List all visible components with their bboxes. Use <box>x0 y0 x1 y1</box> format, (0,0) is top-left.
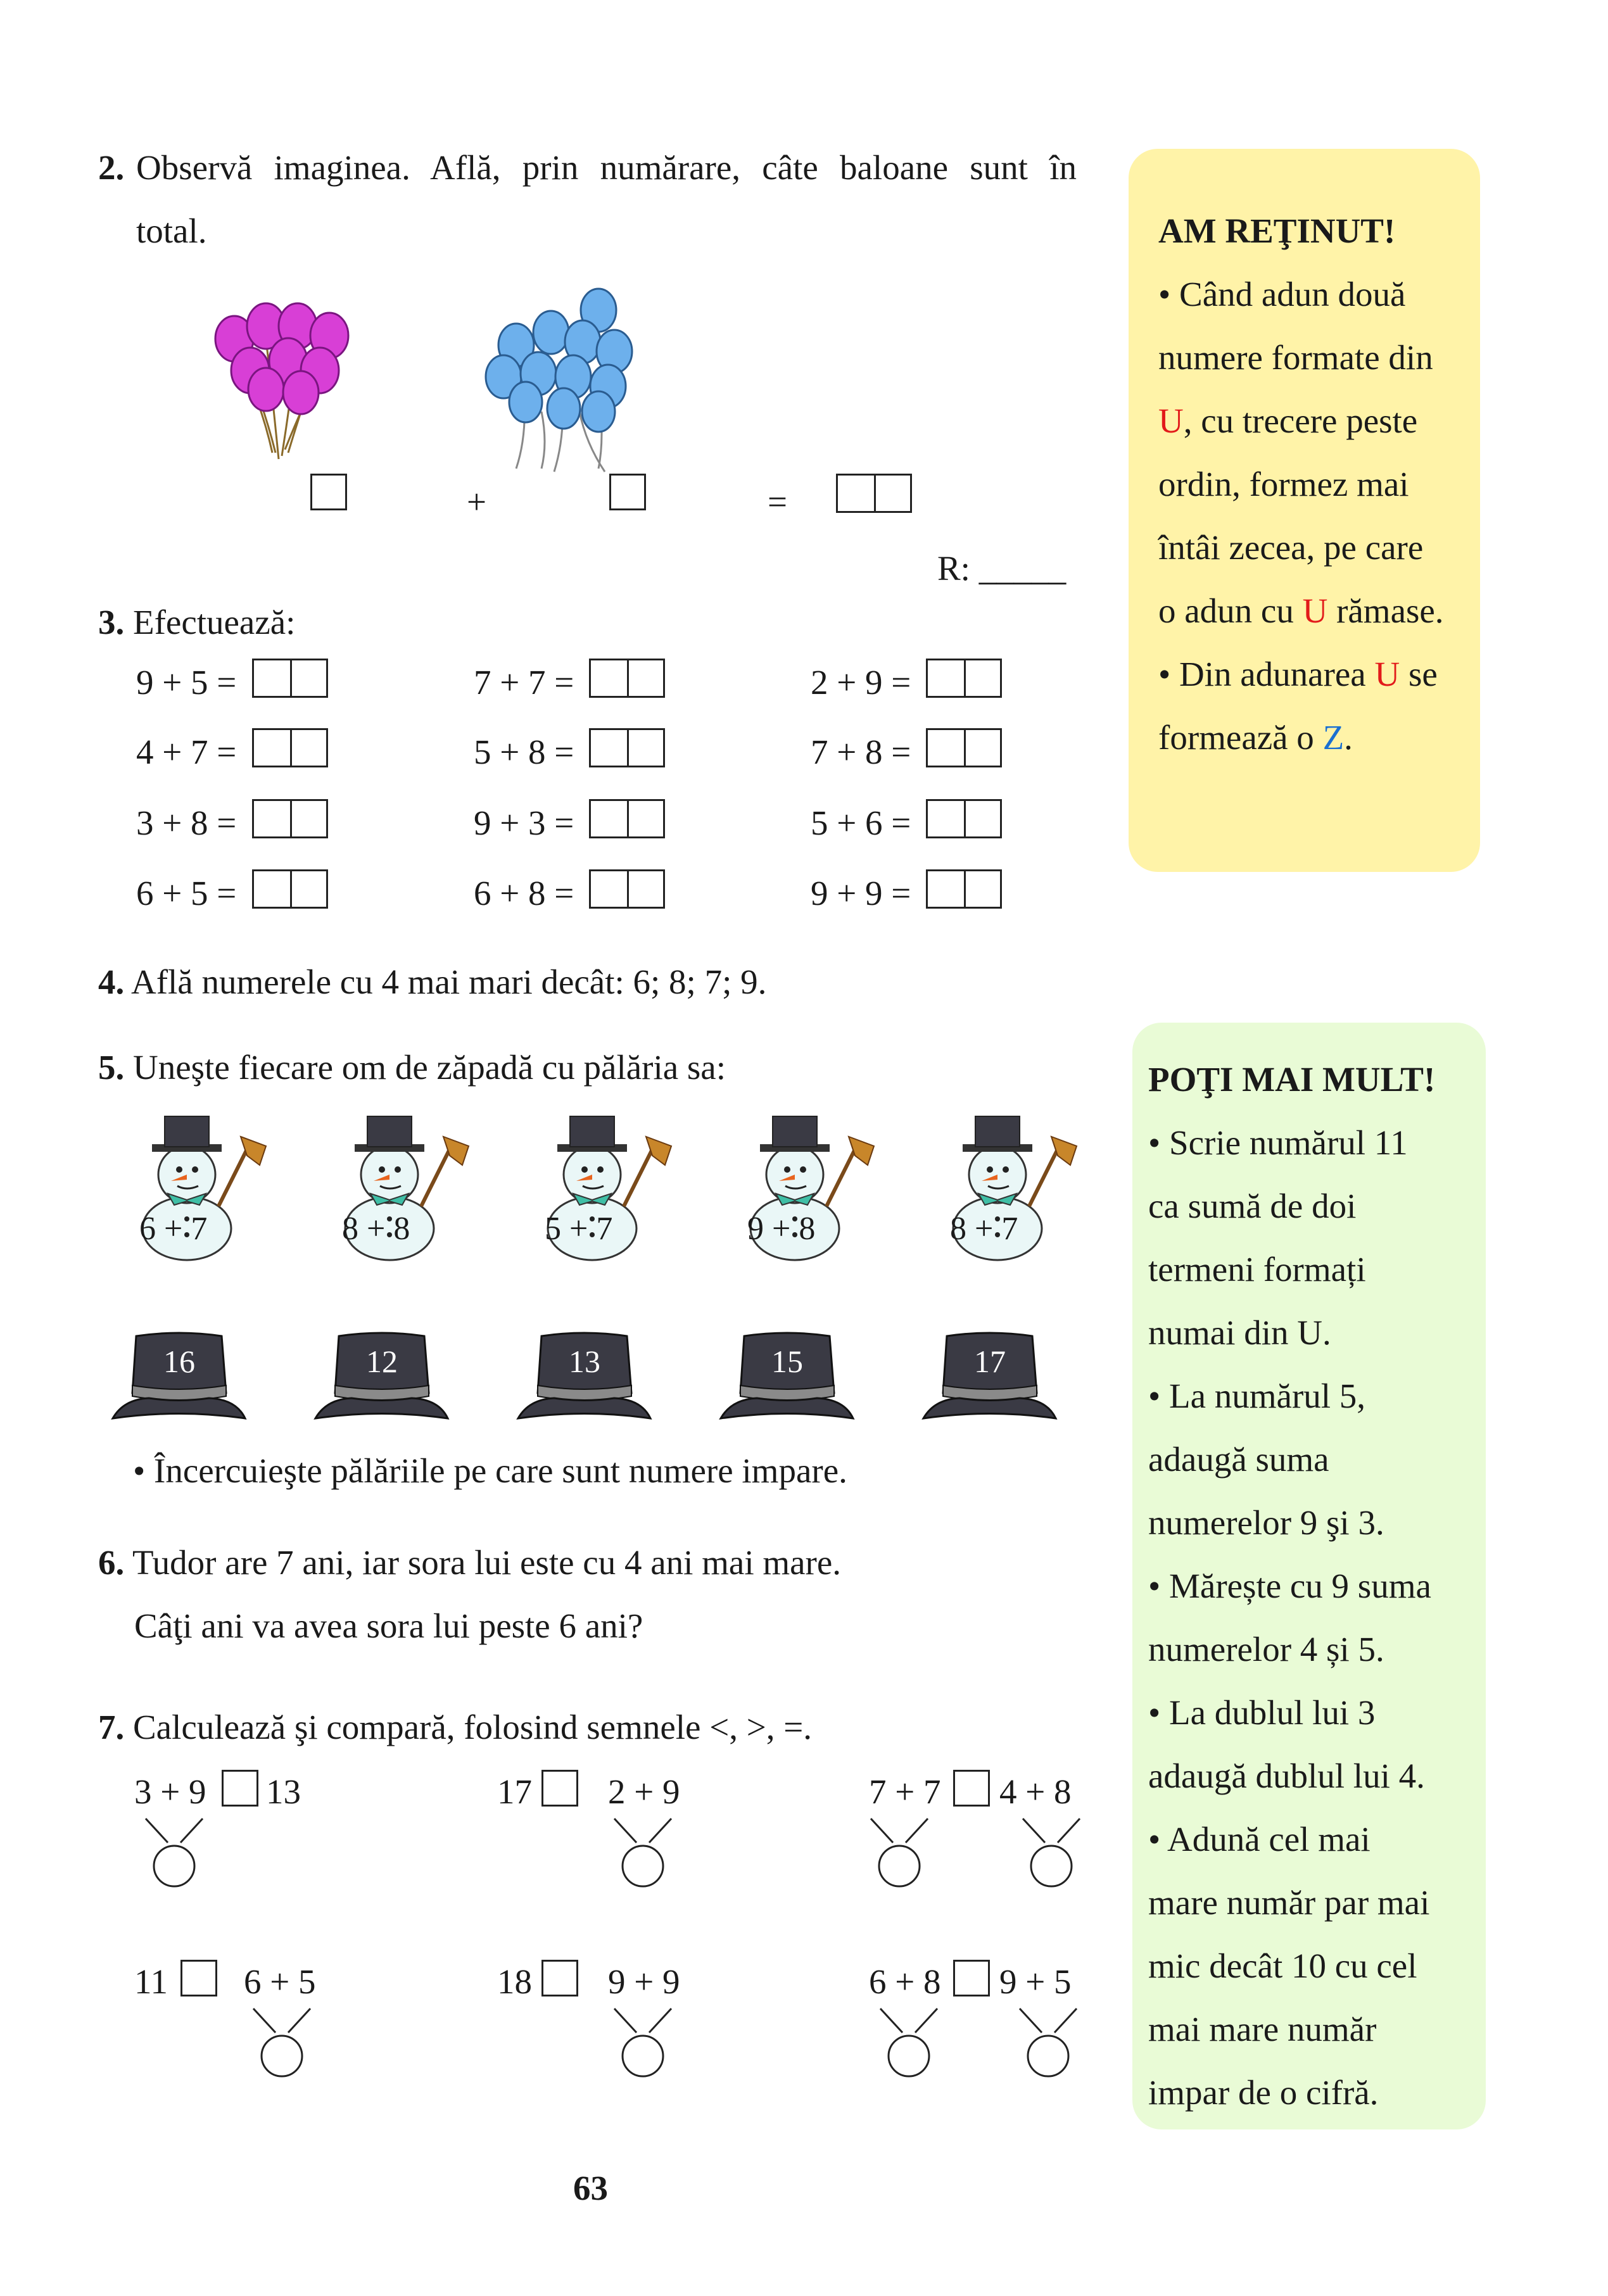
ex7-expression: 6 + 8 <box>869 1962 941 2001</box>
reminder-line: întâi zecea, pe care <box>1158 528 1424 567</box>
challenge-line: numai din U. <box>1148 1313 1331 1352</box>
ex3-item: 6 + 5 = <box>136 874 237 912</box>
reminder-line: ordin, formez mai <box>1158 465 1409 503</box>
ex7-expression: 18 <box>497 1962 532 2001</box>
challenge-line: adaugă suma <box>1148 1440 1329 1479</box>
challenge-line: adaugă dublul lui 4. <box>1148 1757 1425 1795</box>
ex7-expression: 3 + 9 <box>134 1772 206 1811</box>
ex7-expression: 6 + 5 <box>244 1962 316 2001</box>
ex2-text-line1: Observă imaginea. Află, prin numărare, câte baloane sunt în <box>136 148 1077 187</box>
ex7-expression: 13 <box>266 1772 301 1811</box>
ex3-answer-box[interactable] <box>252 869 328 909</box>
reminder-line: • Când adun două <box>1158 275 1406 313</box>
ex3-answer-box[interactable] <box>926 869 1002 909</box>
ex2-answer-box-pink[interactable] <box>310 474 347 510</box>
ex3-item: 5 + 8 = <box>474 733 574 771</box>
reminder-line: numere formate din <box>1158 338 1433 377</box>
challenge-title: POŢI MAI MULT! <box>1148 1060 1436 1099</box>
challenge-line: • Adună cel mai <box>1148 1820 1371 1858</box>
ex4-text: 4. Află numerele cu 4 mai mari decât: 6; 8; 7; 9. <box>98 962 767 1001</box>
ex3-answer-box[interactable] <box>926 728 1002 767</box>
ex3-item: 5 + 6 = <box>811 804 911 842</box>
challenge-line: mai mare număr <box>1148 2010 1377 2048</box>
ex7-expression: 9 + 5 <box>999 1962 1072 2001</box>
page-number: 63 <box>573 2169 608 2207</box>
hat-label: 12 <box>366 1344 398 1379</box>
ex7-expression: 11 <box>134 1962 168 2001</box>
challenge-panel <box>1132 1023 1486 2129</box>
compare-sign-box[interactable] <box>953 1770 990 1807</box>
ex3-answer-box[interactable] <box>589 728 665 767</box>
reminder-panel <box>1129 149 1480 872</box>
ex2-answer-box-total[interactable] <box>836 474 912 513</box>
ex7-expression: 2 + 9 <box>608 1772 680 1811</box>
ex2-answer-box-blue[interactable] <box>609 474 646 510</box>
snowman-label: 5 + 7 <box>545 1211 613 1247</box>
ex2-equals-sign: = <box>768 483 788 521</box>
ex3-item: 2 + 9 = <box>811 663 911 702</box>
ex3-item: 4 + 7 = <box>136 733 237 771</box>
result-circle[interactable] <box>139 1812 209 1895</box>
compare-sign-box[interactable] <box>953 1960 990 1996</box>
result-circle[interactable] <box>608 1812 678 1895</box>
ex6-line1: 6. Tudor are 7 ani, iar sora lui este cu 4 ani mai mare. <box>98 1543 842 1582</box>
hat-label: 13 <box>569 1344 600 1379</box>
blue-balloons-image <box>478 285 649 475</box>
reminder-line: o adun cu U rămase. <box>1158 591 1444 630</box>
result-circle[interactable] <box>864 1812 934 1895</box>
reminder-line: formează o Z. <box>1158 718 1353 757</box>
ex3-item: 7 + 8 = <box>811 733 911 771</box>
ex3-item: 9 + 3 = <box>474 804 574 842</box>
result-circle[interactable] <box>874 2002 944 2085</box>
ex3-item: 3 + 8 = <box>136 804 237 842</box>
challenge-line: mare număr par mai <box>1148 1883 1430 1922</box>
result-circle[interactable] <box>608 2002 678 2085</box>
result-circle[interactable] <box>247 2002 317 2085</box>
ex3-answer-box[interactable] <box>252 728 328 767</box>
ex7-expression: 17 <box>497 1772 532 1811</box>
result-circle[interactable] <box>1016 1812 1086 1895</box>
compare-sign-box[interactable] <box>541 1770 578 1807</box>
ex7-expression: 9 + 9 <box>608 1962 680 2001</box>
challenge-line: ca sumă de doi <box>1148 1187 1357 1225</box>
challenge-line: • Scrie numărul 11 <box>1148 1123 1408 1162</box>
ex3-answer-box[interactable] <box>926 659 1002 698</box>
ex3-item: 9 + 5 = <box>136 663 237 702</box>
ex7-expression: 4 + 8 <box>999 1772 1072 1811</box>
hat-label: 15 <box>771 1344 803 1379</box>
ex3-answer-box[interactable] <box>589 659 665 698</box>
snowman-label: 6 + 7 <box>139 1211 208 1247</box>
hat-label: 16 <box>163 1344 195 1379</box>
snowman-label: 8 + 7 <box>950 1211 1018 1247</box>
challenge-line: impar de o cifră. <box>1148 2073 1379 2112</box>
ex5-heading: 5. Uneşte fiecare om de zăpadă cu pălăria sa: <box>98 1048 726 1087</box>
ex7-heading: 7. Calculează şi compară, folosind semnele <, >, =. <box>98 1708 813 1746</box>
compare-sign-box[interactable] <box>541 1960 578 1996</box>
ex3-answer-box[interactable] <box>926 799 1002 838</box>
ex3-answer-box[interactable] <box>252 799 328 838</box>
ex3-item: 7 + 7 = <box>474 663 574 702</box>
reminder-line: • Din adunarea U se <box>1158 655 1438 693</box>
reminder-title: AM REŢINUT! <box>1158 211 1396 250</box>
compare-sign-box[interactable] <box>180 1960 217 1996</box>
ex2-plus-sign: + <box>467 483 487 521</box>
ex3-answer-box[interactable] <box>589 799 665 838</box>
ex2-number: 2. <box>98 148 125 187</box>
ex3-item: 6 + 8 = <box>474 874 574 912</box>
ex3-answer-box[interactable] <box>589 869 665 909</box>
ex3-answer-box[interactable] <box>252 659 328 698</box>
challenge-line: numerelor 4 și 5. <box>1148 1630 1384 1668</box>
challenge-line: termeni formați <box>1148 1250 1366 1289</box>
challenge-line: • La dublul lui 3 <box>1148 1693 1376 1732</box>
ex2-text-line2: total. <box>136 211 207 250</box>
compare-sign-box[interactable] <box>222 1770 258 1807</box>
snowman-label: 8 + 8 <box>342 1211 410 1247</box>
ex2-answer-label: R: _____ <box>937 549 1067 588</box>
ex3-heading: 3. Efectuează: <box>98 603 296 641</box>
challenge-line: • La numărul 5, <box>1148 1377 1366 1415</box>
ex6-line2: Câţi ani va avea sora lui peste 6 ani? <box>134 1606 643 1645</box>
reminder-line: U, cu trecere peste <box>1158 401 1418 440</box>
challenge-line: • Mărește cu 9 suma <box>1148 1567 1431 1605</box>
pink-balloons-image <box>196 288 361 465</box>
challenge-line: mic decât 10 cu cel <box>1148 1946 1417 1985</box>
ex7-expression: 7 + 7 <box>869 1772 941 1811</box>
hat-label: 17 <box>974 1344 1006 1379</box>
challenge-line: numerelor 9 şi 3. <box>1148 1503 1384 1542</box>
result-circle[interactable] <box>1013 2002 1083 2085</box>
snowman-label: 9 + 8 <box>747 1211 816 1247</box>
ex5-bullet: • Încercuieşte pălăriile pe care sunt numere impare. <box>133 1451 847 1490</box>
ex3-item: 9 + 9 = <box>811 874 911 912</box>
